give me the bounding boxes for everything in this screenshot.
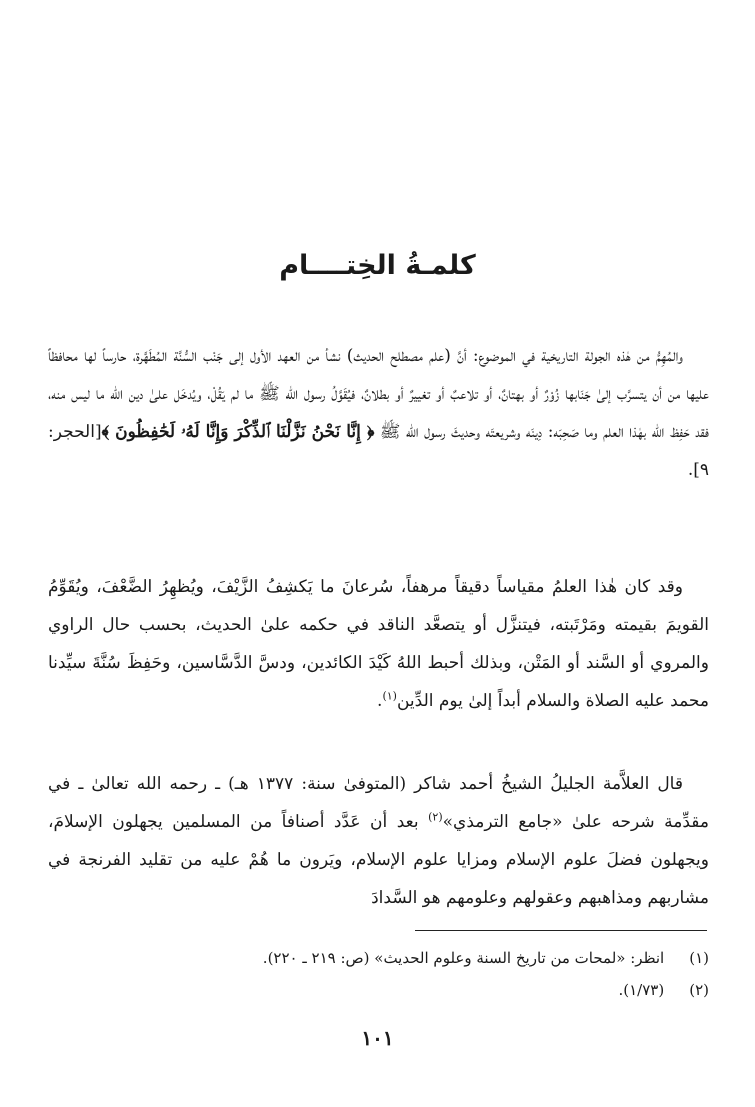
paragraph-2-end: . <box>377 691 383 711</box>
footnote-2-number: (٢) <box>689 981 709 999</box>
footnote-1-number: (١) <box>689 949 709 967</box>
footnote-ref-2[interactable]: (٢) <box>428 810 443 824</box>
footnote-divider <box>415 930 707 931</box>
paragraph-3-text: قال العلاَّمة الجليلُ الشيخُ أحمد شاكر (المتوفىٰ سنة: ١٣٧٧ هـ) ـ رحمه الله تعالىٰ ـ في مقدِّمة شرحه علىٰ «جامع الترمذي» <box>48 774 710 832</box>
quran-reference: [الحجر: ٩]. <box>48 422 709 480</box>
quran-verse: ﴿ إِنَّا نَحْنُ نَزَّلْنَا ٱلذِّكْرَ وَإِنَّا لَهُۥ لَحَٰفِظُونَ ﴾ <box>101 422 375 442</box>
paragraph-2-text: وقد كان هٰذا العلمُ مقياساً دقيقاً مرهفاً، سُرعانَ ما يَكشِفُ الزَّيْفَ، ويُظهِرُ الضَّعْفَ، ويُقَوِّمُ القويمَ بقيمته ومَرْتَبته، فيتنزَّل أو يتصعَّد الناقد في حكمه علىٰ الحديث، بحسب حال الراوي والمروي أو السَّند أو المَتْن، وبذلك أحبط اللهُ كَيْدَ الكائدين، ودسَّ الدَّسَّاسين، وحَفِظَ سُنَّةَ سيِّدنا محمد عليه الصلاة والسلام أبداً إلىٰ يوم الدِّين <box>48 577 709 711</box>
chapter-title: كلمـةُ الخِتــــام <box>279 250 476 281</box>
paragraph-1-text: والمُهِمُّ من هٰذه الجولة التاريخية في الموضوع: أنَّ (علم مصطلح الحديث) نشأ من العهد الأول إلى جَنْب السُّنَّة المُطَهَّرة، حارساً لها محافظاً عليها من أن يتسرَّب إلىٰ جَنَابها زُوْرٌ أو بهتانٌ، أو تلاعبٌ أو تغييرٌ أو بطلانٌ، فيُقَوَّلُ رسول الله ﷺ ما لم يَقُلْ، ويُدخَل علىٰ دين الله ما ليس منه، فقد حَفِظ الله بهٰذا العلم وما صَحِبَه: دِينَه وشريعتَه وحديثَ رسول الله ﷺ <box>48 346 709 442</box>
page-number: ١٠١ <box>361 1026 394 1050</box>
footnote-2 <box>48 974 709 1006</box>
footnote-ref-1[interactable]: (١) <box>382 689 397 703</box>
paragraph-2 <box>48 568 709 720</box>
footnotes <box>48 942 709 1006</box>
footnote-1 <box>48 942 709 974</box>
paragraph-3 <box>48 765 709 917</box>
footnote-1-text: انظر: «لمحات من تاريخ السنة وعلوم الحديث» (ص: ٢١٩ ـ ٢٢٠). <box>262 949 665 967</box>
paragraph-1 <box>48 337 709 489</box>
footnote-2-text: (١/٧٣). <box>618 981 665 999</box>
paragraph-3-text-cont: بعد أن عَدَّد أصنافاً من المسلمين يجهلون الإسلامَ، ويجهلون فضلَ علوم الإسلام ومزايا علوم الإسلام، ويَرون ما هُمْ عليه من تقليد الفرنجة في مشاربهم ومذاهبهم وعقولهم وعلومهم هو السَّدادَ <box>48 812 709 908</box>
